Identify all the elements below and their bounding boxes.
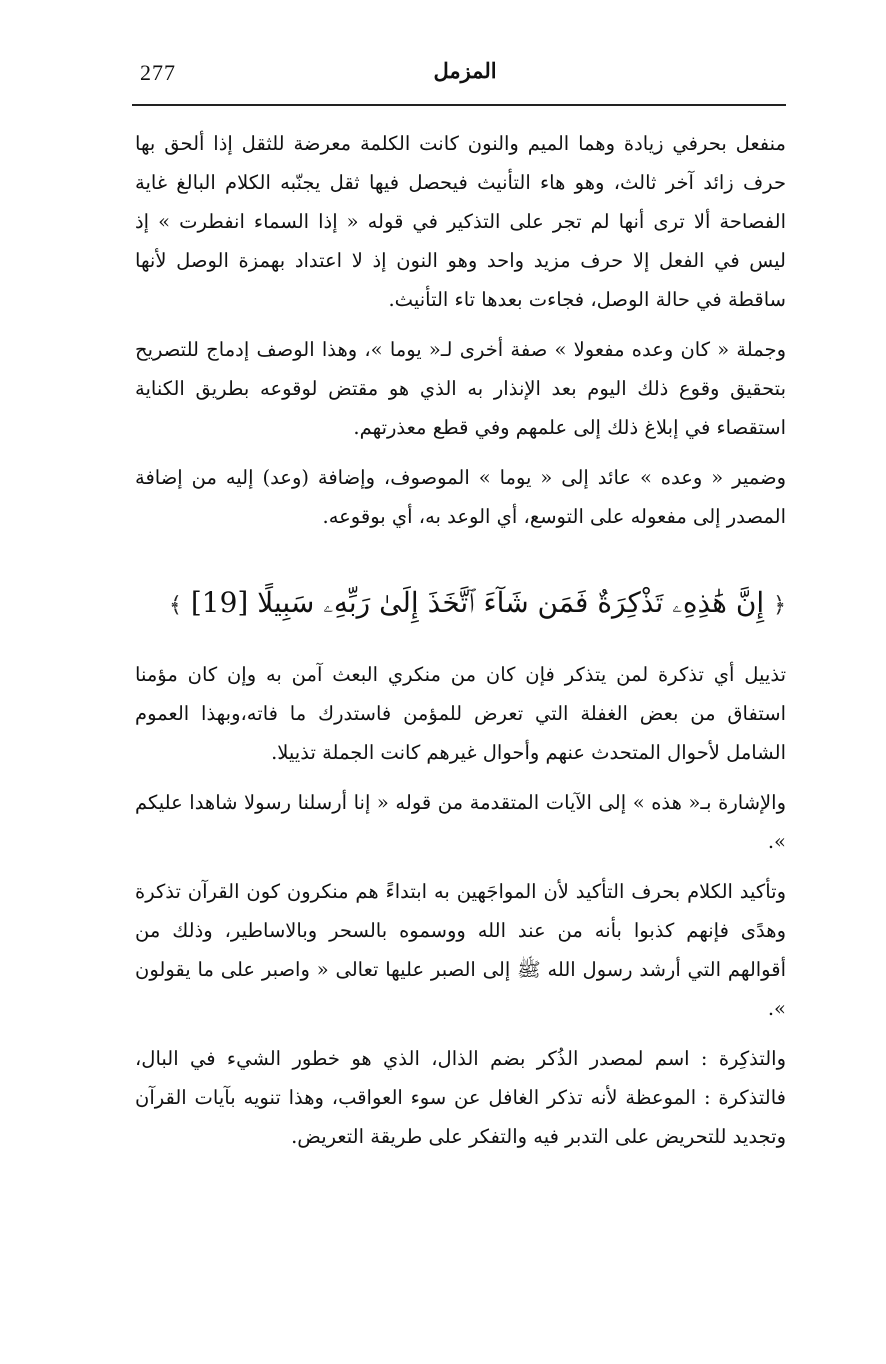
page-body xyxy=(135,120,786,1167)
header-rule xyxy=(132,104,786,106)
paragraph: وجملة « كان وعده مفعولا » صفة أخرى لـ« يوما »، وهذا الوصف إدماج للتصريح بتحقيق وقوع ذلك اليوم بعد الإنذار به الذي هو مقتض لوقوعه بطريق الكناية استقصاء في إبلاغ ذلك إلى علمهم وفي قطع معذرتهم. xyxy=(135,338,786,439)
paragraph: منفعل بحرفي زيادة وهما الميم والنون كانت الكلمة معرضة للثقل إذا ألحق بها حرف زائد آخر ثالث، وهو هاء التأنيث فيحصل فيها ثقل يجنّبه الكلام البالغ غاية الفصاحة ألا ترى أنها لم تجر على التذكير في قوله « إذا السماء انفطرت » إذ ليس في الفعل إلا حرف مزيد واحد وهو النون إذ لا اعتداد بهمزة الوصل لأنها ساقطة في حالة الوصل، فجاءت بعدها تاء التأنيث. xyxy=(135,132,786,311)
page-number: 277 xyxy=(140,60,176,85)
paragraph: والتذكِرة : اسم لمصدر الذُكر بضم الذال، الذي هو خطور الشيء في البال، فالتذكرة : الموعظة لأنه تذكر الغافل عن سوء العواقب، وهذا تنويه بآيات القرآن وتجديد للتحريض على التدبر فيه والتفكر على طريقة التعريض. xyxy=(135,1047,786,1148)
quran-verse xyxy=(135,576,786,633)
verse-text: إِنَّ هَٰذِهِۦ تَذْكِرَةٌ فَمَن شَآءَ ٱتَّخَذَ إِلَىٰ رَبِّهِۦ سَبِيلًا xyxy=(257,586,765,619)
paragraph: وضمير « وعده » عائد إلى « يوما » الموصوف، وإضافة (وعد) إليه من إضافة المصدر إلى مفعوله على التوسع، أي الوعد به، أي بوقوعه. xyxy=(135,466,786,528)
paragraph: وتأكيد الكلام بحرف التأكيد لأن المواجَهين به ابتداءً هم منكرون كون القرآن تذكرة وهدًى فإنهم كذبوا بأنه من عند الله ووسموه بالسحر وبالاساطير، وذلك من أقوالهم التي أرشد رسول الله ﷺ إلى الصبر عليها تعالى « واصبر على ما يقولون ». xyxy=(135,880,786,1020)
page-header xyxy=(140,58,790,102)
running-title: المزمل xyxy=(433,58,497,83)
verse-open-bracket: ﴿ xyxy=(773,593,786,618)
verse-close-bracket: ﴾ xyxy=(169,593,182,618)
verse-number: [19] xyxy=(190,586,249,619)
paragraph: تذييل أي تذكرة لمن يتذكر فإن كان من منكري البعث آمن به وإن كان مؤمنا استفاق من بعض الغفلة التي تعرض للمؤمن فاستدرك ما فاته،وبهذا العموم الشامل لأحوال المتحدث عنهم وأحوال غيرهم كانت الجملة تذييلا. xyxy=(135,663,786,764)
paragraph: والإشارة بـ« هذه » إلى الآيات المتقدمة من قوله « إنا أرسلنا رسولا شاهدا عليكم ». xyxy=(135,791,786,853)
